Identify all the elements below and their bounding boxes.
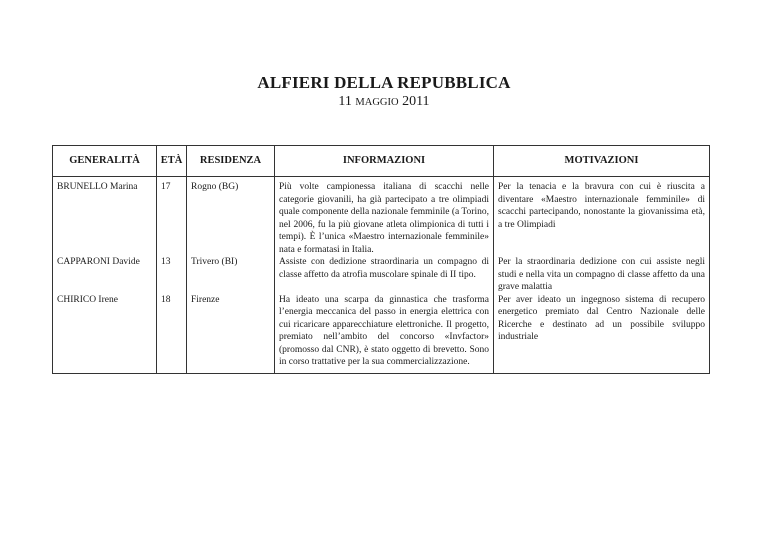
cell-name: CHIRICO Irene <box>53 294 157 374</box>
header-residenza: RESIDENZA <box>187 146 275 177</box>
date-year: 2011 <box>402 94 430 109</box>
cell-motivation: Per la straordinaria dedizione con cui assiste negli studi e nella vita un compagno di classe affetto da una grave malattia <box>494 256 710 294</box>
cell-residence: Firenze <box>187 294 275 374</box>
date-month: MAGGIO <box>355 97 399 108</box>
cell-residence: Rogno (BG) <box>187 177 275 257</box>
cell-residence: Trivero (BI) <box>187 256 275 294</box>
cell-name: CAPPARONI Davide <box>53 256 157 294</box>
cell-name: BRUNELLO Marina <box>53 177 157 257</box>
header-generalita: GENERALITÀ <box>53 146 157 177</box>
document-date <box>0 94 768 110</box>
table-row <box>53 294 710 374</box>
table-row <box>53 177 710 257</box>
date-day: 11 <box>338 94 352 109</box>
header-motivazioni: MOTIVAZIONI <box>494 146 710 177</box>
cell-age: 13 <box>157 256 187 294</box>
table-header-row <box>53 146 710 177</box>
awards-table <box>52 145 710 374</box>
cell-motivation: Per aver ideato un ingegnoso sistema di recupero energetico premiato dal Centro Nazionale delle Ricerche e destinato ad un possibile sviluppo industriale <box>494 294 710 374</box>
cell-motivation: Per la tenacia e la bravura con cui è riuscita a diventare «Maestro internazionale femminile» di scacchi partecipando, nonostante la giovanissima età, a tre Olimpiadi <box>494 177 710 257</box>
cell-age: 18 <box>157 294 187 374</box>
cell-info: Ha ideato una scarpa da ginnastica che trasforma l’energia meccanica del passo in energia elettrica con cui ricaricare apparecchiature elettroniche. Il progetto, premiato nell’ambito del concorso «Invfactor» (promosso dal CNR), è stato oggetto di brevetto. Sono in corso trattative per la sua commercializzazione. <box>275 294 494 374</box>
cell-info: Assiste con dedizione straordinaria un compagno di classe affetto da atrofia muscolare spinale di II tipo. <box>275 256 494 294</box>
cell-age: 17 <box>157 177 187 257</box>
cell-info: Più volte campionessa italiana di scacchi nelle categorie giovanili, ha già partecipato a tre olimpiadi quale componente della nazionale femminile (a Torino, nel 2006, fu la più giovane atleta olimpionica di tutti i tempi). È l’unica «Maestro internazionale femminile» nata e formatasi in Italia. <box>275 177 494 257</box>
header-informazioni: INFORMAZIONI <box>275 146 494 177</box>
header-eta: ETÀ <box>157 146 187 177</box>
table-row <box>53 256 710 294</box>
document-title: ALFIERI DELLA REPUBBLICA <box>257 73 511 92</box>
